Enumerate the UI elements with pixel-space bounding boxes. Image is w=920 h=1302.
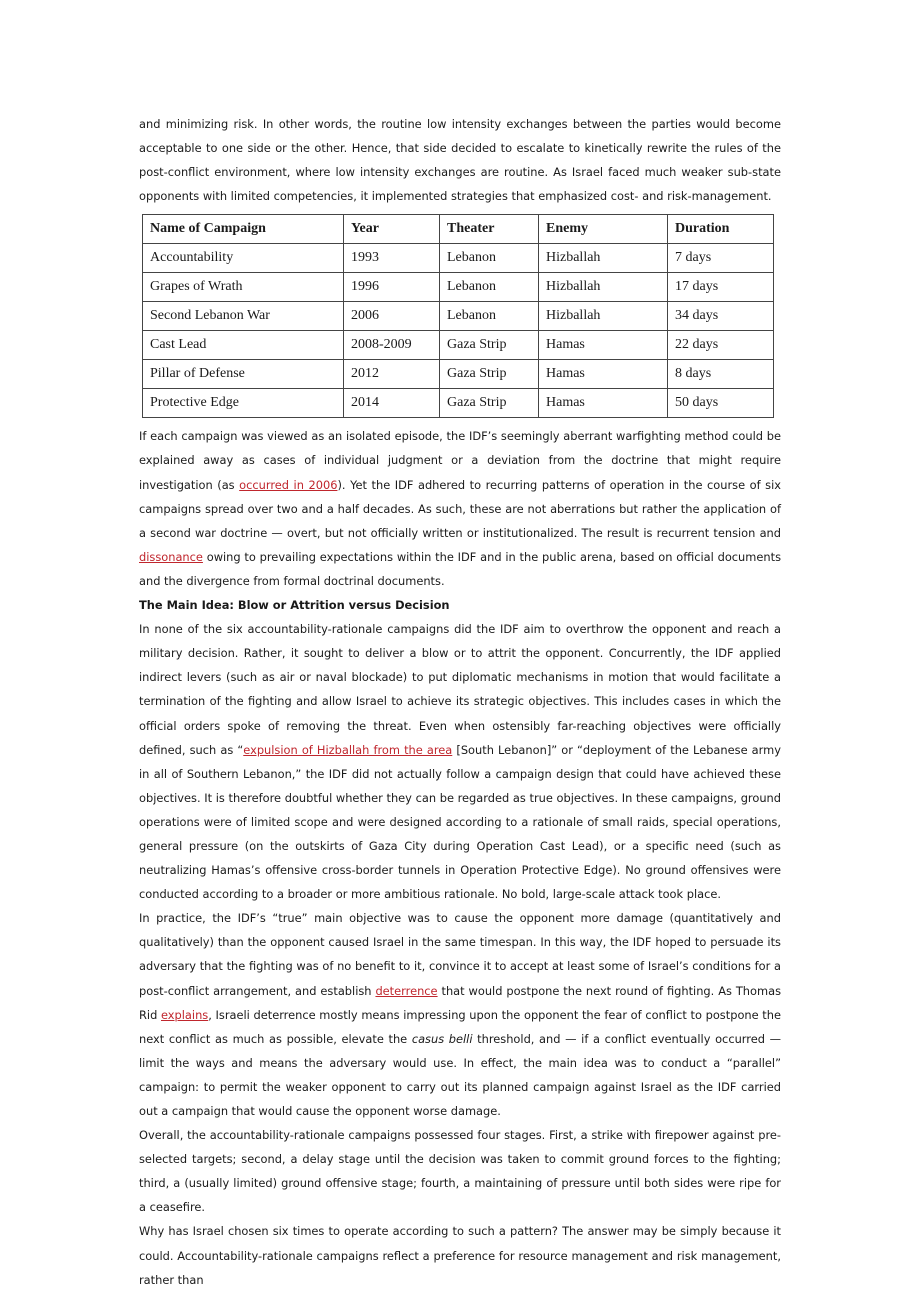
link-expulsion-of-hizballah[interactable]: expulsion of Hizballah from the area: [243, 742, 453, 757]
text-span: threshold, and — if a conflict eventually occurred — limit the ways and means the adversary would use. In effect, the main idea was to conduct a “parallel” campaign: to permit the weaker opponent to carry out its planned campaign against Israel as the IDF carried out a campaign that would cause the opponent worse damage.: [139, 1031, 781, 1118]
cell-theater: Gaza Strip: [440, 389, 539, 418]
cell-campaign-name: Cast Lead: [143, 331, 344, 360]
cell-theater: Lebanon: [440, 244, 539, 273]
cell-duration: 7 days: [668, 244, 774, 273]
cell-year: 2012: [344, 360, 440, 389]
cell-campaign-name: Protective Edge: [143, 389, 344, 418]
text-span: If each campaign was viewed as an isolated episode, the IDF’s seemingly aberrant warfighting method could be explained away as cases of individual judgment or a deviation from the doctrine that might require investigation (as: [139, 429, 781, 492]
cell-campaign-name: Pillar of Defense: [143, 360, 344, 389]
cell-theater: Gaza Strip: [440, 360, 539, 389]
link-explains[interactable]: explains: [160, 1007, 209, 1022]
cell-campaign-name: Accountability: [143, 244, 344, 273]
text-span: In practice, the IDF’s “true” main objective was to cause the opponent more damage (quantitatively and qualitatively) than the opponent caused Israel in the same timespan. In this way, the IDF hoped to persuade its adversary that the fighting was of no benefit to it, convince it to accept at least some of Israel’s conditions for a post-conflict arrangement, and establish: [139, 911, 781, 998]
paragraph-intro: and minimizing risk. In other words, the routine low intensity exchanges between the parties would become acceptable to one side or the other. Hence, that side decided to escalate to kinetically rewrite the rules of the post-conflict environment, where low intensity exchanges are routine. As Israel faced much weaker sub-state opponents with limited competencies, it implemented strategies that emphasized cost- and risk-management.: [139, 117, 781, 204]
cell-year: 2008-2009: [344, 331, 440, 360]
cell-year: 1996: [344, 273, 440, 302]
paragraph-main-idea: [139, 617, 781, 906]
link-dissonance[interactable]: dissonance: [139, 549, 203, 564]
text-span: that would postpone the next round of fighting. As Thomas Rid: [139, 983, 781, 1022]
text-span: ). Yet the IDF adhered to recurring patterns of operation in the course of six campaigns spread over two and a half decades. As such, these are not aberrations but rather the application of a second war doctrine — overt, but not officially written or institutionalized. The result is recurrent tension and: [139, 477, 781, 540]
table-row: [143, 302, 774, 331]
section-heading: The Main Idea: Blow or Attrition versus Decision: [139, 598, 450, 613]
cell-campaign-name: Second Lebanon War: [143, 302, 344, 331]
cell-year: 1993: [344, 244, 440, 273]
paragraph-in-practice: [139, 906, 781, 1123]
link-deterrence[interactable]: deterrence: [375, 983, 438, 998]
table-row: [143, 389, 774, 418]
cell-enemy: Hizballah: [539, 273, 668, 302]
table-row: [143, 273, 774, 302]
column-header-year: Year: [344, 215, 440, 244]
table-header-row: [143, 215, 774, 244]
table-row: [143, 360, 774, 389]
italic-term: casus belli: [411, 1031, 473, 1046]
cell-enemy: Hizballah: [539, 244, 668, 273]
paragraph-why-israel: Why has Israel chosen six times to operate according to such a pattern? The answer may be simply because it could. Accountability-rationale campaigns reflect a preference for resource management and risk management, rather than: [139, 1224, 781, 1287]
cell-enemy: Hamas: [539, 389, 668, 418]
text-span: [South Lebanon]” or “deployment of the Lebanese army in all of Southern Lebanon,” the IDF did not actually follow a campaign design that could have achieved these objectives. It is therefore doubtful whether they can be regarded as true objectives. In these campaigns, ground operations were of limited scope and were designed according to a rationale of small raids, special operations, general pressure (on the outskirts of Gaza City during Operation Cast Lead), or a specific need (such as neutralizing Hamas’s offensive cross-border tunnels in Operation Protective Edge). No ground offensives were conducted according to a broader or more ambitious rationale. No bold, large-scale attack took place.: [139, 742, 781, 902]
paragraph-four-stages: Overall, the accountability-rationale campaigns possessed four stages. First, a strike with firepower against pre-selected targets; second, a delay stage until the decision was taken to commit ground forces to the fighting; third, a (usually limited) ground offensive stage; fourth, a maintaining of pressure until both sides were ripe for a ceasefire.: [139, 1128, 781, 1215]
cell-duration: 22 days: [668, 331, 774, 360]
cell-year: 2006: [344, 302, 440, 331]
article-body: [139, 112, 781, 1292]
cell-campaign-name: Grapes of Wrath: [143, 273, 344, 302]
cell-duration: 34 days: [668, 302, 774, 331]
column-header-duration: Duration: [668, 215, 774, 244]
link-occurred-in-2006[interactable]: occurred in 2006: [239, 477, 338, 492]
table-row: [143, 331, 774, 360]
text-span: In none of the six accountability-rationale campaigns did the IDF aim to overthrow the opponent and reach a military decision. Rather, it sought to deliver a blow or to attrit the opponent. Concurrently, the IDF applied indirect levers (such as air or naval blockade) to put diplomatic mechanisms in motion that would facilitate a termination of the fighting and allow Israel to achieve its strategic objectives. This includes cases in which the official orders spoke of removing the threat. Even when ostensibly far-reaching objectives were officially defined, such as “: [139, 622, 781, 757]
table-row: [143, 244, 774, 273]
cell-theater: Lebanon: [440, 273, 539, 302]
text-span: , Israeli deterrence mostly means impressing upon the opponent the fear of conflict to postpone the next conflict as much as possible, elevate the: [139, 1007, 781, 1046]
cell-duration: 8 days: [668, 360, 774, 389]
cell-duration: 50 days: [668, 389, 774, 418]
column-header-enemy: Enemy: [539, 215, 668, 244]
cell-year: 2014: [344, 389, 440, 418]
cell-enemy: Hamas: [539, 360, 668, 389]
cell-enemy: Hamas: [539, 331, 668, 360]
cell-enemy: Hizballah: [539, 302, 668, 331]
column-header-name: Name of Campaign: [143, 215, 344, 244]
paragraph-isolated-episode: [139, 424, 781, 593]
cell-duration: 17 days: [668, 273, 774, 302]
cell-theater: Lebanon: [440, 302, 539, 331]
column-header-theater: Theater: [440, 215, 539, 244]
text-span: owing to prevailing expectations within the IDF and in the public arena, based on official documents and the divergence from formal doctrinal documents.: [139, 549, 781, 588]
campaigns-table: [142, 214, 774, 418]
cell-theater: Gaza Strip: [440, 331, 539, 360]
